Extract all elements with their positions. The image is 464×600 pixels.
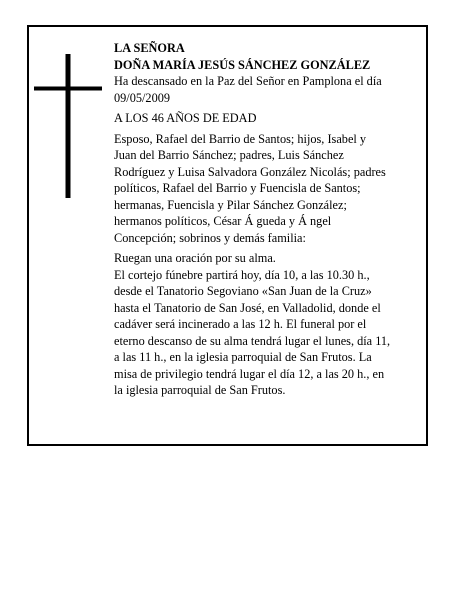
funeral-line: desde el Tanatorio Segoviano «San Juan de la Cruz» bbox=[114, 284, 372, 298]
prayer-line: Ruegan una oración por su alma. bbox=[114, 251, 276, 265]
family-line: políticos, Rafael del Barrio y Fuencisla de Santos; bbox=[114, 181, 361, 195]
funeral-line: la iglesia parroquial de San Frutos. bbox=[114, 383, 286, 397]
funeral-line: misa de privilegio tendrá lugar el día 12, a las 20 h., en bbox=[114, 366, 385, 381]
age-line: A LOS 46 AÑOS DE EDAD bbox=[114, 111, 257, 125]
obituary-text bbox=[114, 40, 424, 399]
family-line: hermanos políticos, César Á gueda y Á ngel bbox=[114, 214, 332, 228]
title-line: LA SEÑORA bbox=[114, 41, 185, 55]
funeral-line: a las 11 h., en la iglesia parroquial de San Frutos. La bbox=[114, 350, 372, 364]
funeral-line: eterno descanso de su alma tendrá lugar el lunes, día 11, bbox=[114, 333, 391, 348]
funeral-line: El cortejo fúnebre partirá hoy, día 10, a las 10.30 h., bbox=[114, 267, 370, 282]
family-line: hermanas, Fuencisla y Pilar Sánchez González; bbox=[114, 197, 347, 212]
family-line: Rodríguez y Luisa Salvadora González Nicolás; padres bbox=[114, 164, 386, 179]
deceased-name: DOÑA MARÍA JESÚS SÁNCHEZ GONZÁLEZ bbox=[114, 57, 371, 72]
death-announcement-line: Ha descansado en la Paz del Señor en Pamplona el día bbox=[114, 74, 382, 88]
family-line: Concepción; sobrinos y demás familia: bbox=[114, 230, 306, 245]
death-date: 09/05/2009 bbox=[114, 90, 171, 105]
funeral-line: hasta el Tanatorio de San José, en Valladolid, donde el bbox=[114, 300, 381, 315]
latin-cross-icon bbox=[34, 54, 102, 198]
funeral-line: cadáver será incinerado a las 12 h. El funeral por el bbox=[114, 317, 367, 331]
family-line: Esposo, Rafael del Barrio de Santos; hijos, Isabel y bbox=[114, 131, 367, 146]
family-line: Juan del Barrio Sánchez; padres, Luis Sánchez bbox=[114, 148, 344, 162]
